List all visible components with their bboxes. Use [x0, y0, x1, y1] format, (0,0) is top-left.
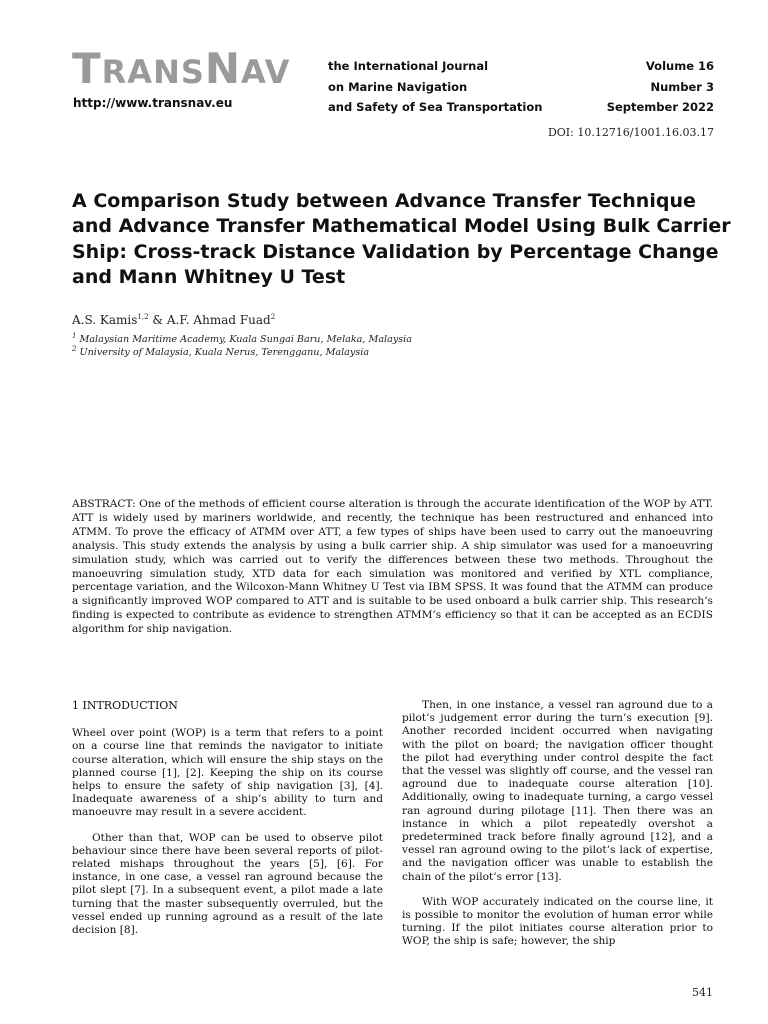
body-column-right — [402, 699, 713, 949]
journal-name — [328, 56, 542, 118]
paragraph: With WOP accurately indicated on the course line, it is possible to monitor the evolution of human error while turning. If the pilot initiates course alteration prior to WOP, the ship is safe; however, the ship — [402, 895, 713, 948]
affiliation: $^2$ University of Malaysia, Kuala Nerus, Terengganu, Malaysia — [72, 345, 370, 359]
issue-number: Number 3 — [650, 79, 714, 94]
author-name: A.S. Kamis — [72, 313, 138, 327]
journal-line: and Safety of Sea Transportation — [328, 100, 543, 114]
affiliation: $^1$ Malaysian Maritime Academy, Kuala Sungai Baru, Melaka, Malaysia — [72, 332, 412, 346]
issue-info — [607, 56, 714, 118]
paragraph: Other than that, WOP can be used to observe pilot behaviour since there have been several reports of pilot-related mishaps throughout the years [5], [6]. For instance, in one case, a vessel ran aground because the pilot slept [7]. In a subsequent event, a pilot made a late turning that the master subsequently overruled, but the vessel ended up running aground as a result of the late decision [8]. — [72, 831, 383, 937]
author-affiliation-mark: 1,2 — [137, 313, 149, 321]
body-column-left — [72, 699, 383, 937]
journal-url-link[interactable]: http://www.transnav.eu — [73, 96, 233, 110]
author-affiliation-mark: 2 — [270, 313, 276, 321]
issue-date: September 2022 — [606, 100, 714, 114]
doi[interactable]: DOI: 10.12716/1001.16.03.17 — [547, 126, 714, 139]
journal-line: the International Journal — [328, 59, 489, 73]
volume: Volume 16 — [645, 59, 714, 73]
section-heading: 1 INTRODUCTION — [72, 699, 178, 712]
authors — [72, 313, 275, 327]
author-separator: & — [148, 313, 167, 327]
paragraph: Wheel over point (WOP) is a term that refers to a point on a course line that reminds the navigator to initiate course alteration, which will ensure the ship stays on the planned course [1], [2]. Keeping the ship on its course helps to ensure the safety of ship navigation [3], [4]. Inadequate awareness of a ship’s ability to turn and manoeuvre may result in a severe accident. — [72, 727, 383, 819]
transnav-logo: TRANSNAV — [72, 44, 291, 93]
page-number: 541 — [692, 986, 713, 999]
journal-line: on Marine Navigation — [328, 79, 468, 94]
paragraph: Then, in one instance, a vessel ran aground due to a pilot’s judgement error during the turn’s execution [9]. Another recorded incident occurred when navigating with the pilot on board; the navigation officer thought the pilot had everything under control despite the fact that the vessel was slightly off course, and the vessel ran aground due to inadequate course alteration [10]. Additionally, owing to inadequate turning, a cargo vessel ran aground during pilotage [11]. Then there was an instance in which a pilot repeatedly overshot a predetermined track before finally aground [12], and a vessel ran aground owing to the pilot’s lack of expertise, and the navigation officer was unable to establish the chain of the pilot’s error [13]. — [402, 699, 713, 883]
paper-title: A Comparison Study between Advance Transfer Technique and Advance Transfer Mathematical Model Using Bulk Carrier Ship: Cross-track Distance Validation by Percentage Change and Mann Whitney U Test — [72, 190, 731, 288]
author-name: A.F. Ahmad Fuad — [166, 313, 271, 327]
abstract: ABSTRACT: One of the methods of efficient course alteration is through the accurate identification of the WOP by ATT. ATT is widely used by mariners worldwide, and recently, the technique has been restructured and enhanced into ATMM. To prove the efficacy of ATMM over ATT, a few types of ships have been used to carry out the manoeuvring analysis. This study extends the analysis by using a bulk carrier ship. A ship simulator was used for a manoeuvring simulation study, which was carried out to verify the differences between these two methods. Throughout the manoeuvring simulation study, XTD data for each simulation was monitored and verified by XTL compliance, percentage variation, and the Wilcoxon-Mann Whitney U Test via IBM SPSS. It was found that the ATMM can produce a significantly improved WOP compared to ATT and is suitable to be used onboard a bulk carrier ship. This research’s finding is expected to contribute as evidence to strengthen ATMM’s efficiency so that it can be accepted as an ECDIS algorithm for ship navigation. — [72, 498, 713, 636]
